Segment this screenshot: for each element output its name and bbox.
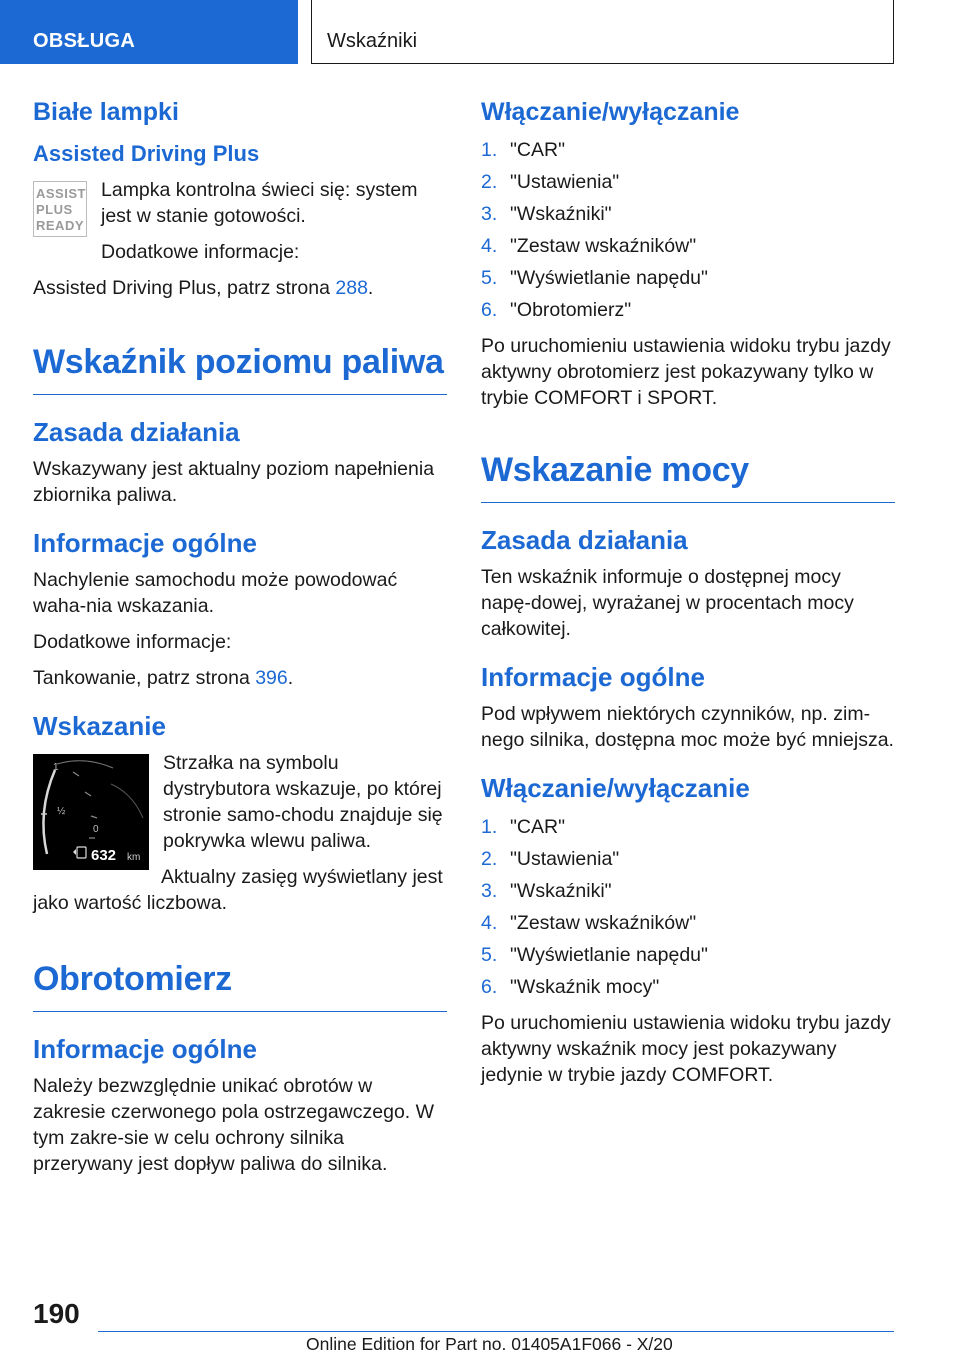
fuel-display-row [33,750,447,870]
svg-text:1: 1 [53,762,59,773]
power-onoff-steps [481,814,895,1000]
fuel-display-text: Strzałka na symbolu dystrybutora wskazuje, po której stronie samo-chodu znajduje się pokrywka wlewu paliwa. [163,752,443,852]
header-chapter-label: Wskaźniki [327,30,418,52]
fuel-more-info: Dodatkowe informacje: [33,631,232,653]
fuel-principle-text: Wskazywany jest aktualny poziom napełnienia zbiornika paliwa. [33,458,435,506]
list-item: 4. "Zestaw wskaźników" [481,912,697,934]
list-item: 4. "Zestaw wskaźników" [481,235,697,257]
power-principle-text: Ten wskaźnik informuje o dostępnej mocy napę-dowej, wyrażanej w procentach mocy całkowitej. [481,566,854,640]
power-general-text: Pod wpływem niektórych czynników, np. zim-nego silnika, dostępna moc może być mniejsza. [481,703,894,751]
list-item: 3. "Wskaźniki" [481,880,612,902]
tacho-general-title: Informacje ogólne [33,1034,257,1064]
list-item: 6. "Obrotomierz" [481,299,632,321]
list-item: 2. "Ustawienia" [481,848,620,870]
power-principle-title: Zasada działania [481,525,688,555]
power-onoff-note: Po uruchomieniu ustawienia widoku trybu jazdy aktywny wskaźnik mocy jest pokazywany jedynie w trybie jazdy COMFORT. [481,1012,891,1086]
tacho-onoff-steps [481,137,895,323]
svg-text:km: km [127,852,141,863]
assist-more-info: Dodatkowe informacje: [101,241,300,263]
tacho-general-text: Należy bezwzględnie unikać obrotów w zakresie czerwonego pola ostrzegawczego. W tym zakre-sie w celu ochrony silnika przerywany jest dopływ paliwa do silnika. [33,1075,435,1175]
header-chapter-tab [311,0,894,64]
tacho-onoff-title: Włączanie/wyłączanie [481,98,740,126]
list-item: 1. "CAR" [481,139,566,161]
tacho-onoff-note: Po uruchomieniu ustawienia widoku trybu jazdy aktywny obrotomierz jest pokazywany tylko w trybie COMFORT i SPORT. [481,335,891,409]
assist-plus-row [33,177,447,275]
footer-divider [98,1331,894,1332]
list-item: 6. "Wskaźnik mocy" [481,976,660,998]
tachometer-title: Obrotomierz [33,960,447,1012]
assist-lamp-text: Lampka kontrolna świeci się: system jest w stanie gotowości. [101,179,418,227]
power-general-title: Informacje ogólne [481,662,705,692]
list-item: 5. "Wyświetlanie napędu" [481,267,708,289]
page-link-288[interactable]: 288 [335,277,368,299]
list-item: 5. "Wyświetlanie napędu" [481,944,708,966]
list-item: 1. "CAR" [481,816,566,838]
header-section-tab [0,0,298,64]
edition-footer: Online Edition for Part no. 01405A1F066 - X/20 [306,1334,673,1354]
fuel-display-title: Wskazanie [33,711,166,741]
fuel-gauge-image [33,754,149,870]
fuel-gauge-icon [33,754,149,870]
list-item: 2. "Ustawienia" [481,171,620,193]
svg-text:0: 0 [93,824,99,835]
fuel-general-title: Informacje ogólne [33,528,257,558]
assisted-driving-subtitle: Assisted Driving Plus [33,141,260,166]
list-item: 3. "Wskaźniki" [481,203,612,225]
fuel-general-text: Nachylenie samochodu może powodować waha-nia wskazania. [33,569,398,617]
page-link-396[interactable]: 396 [255,667,288,689]
page-number: 190 [33,1298,80,1329]
assist-reference: Assisted Driving Plus, patrz strona 288. [33,277,374,299]
header-section-label: OBSŁUGA [33,30,136,52]
svg-text:½: ½ [57,806,66,817]
fuel-principle-title: Zasada działania [33,417,240,447]
left-column [33,98,447,1187]
fuel-range-text: Aktualny zasięg wyświetlany jest jako wartość liczbowa. [33,866,443,914]
white-lamps-title: Białe lampki [33,98,179,126]
power-display-title: Wskazanie mocy [481,451,895,503]
right-column [481,98,895,1098]
svg-text:632: 632 [91,847,117,864]
power-onoff-title: Włączanie/wyłączanie [481,773,750,803]
refuel-reference: Tankowanie, patrz strona 396. [33,667,294,689]
assist-plus-ready-icon: ASSIST PLUS READY [33,181,87,237]
fuel-gauge-title: Wskaźnik poziomu paliwa [33,343,447,395]
